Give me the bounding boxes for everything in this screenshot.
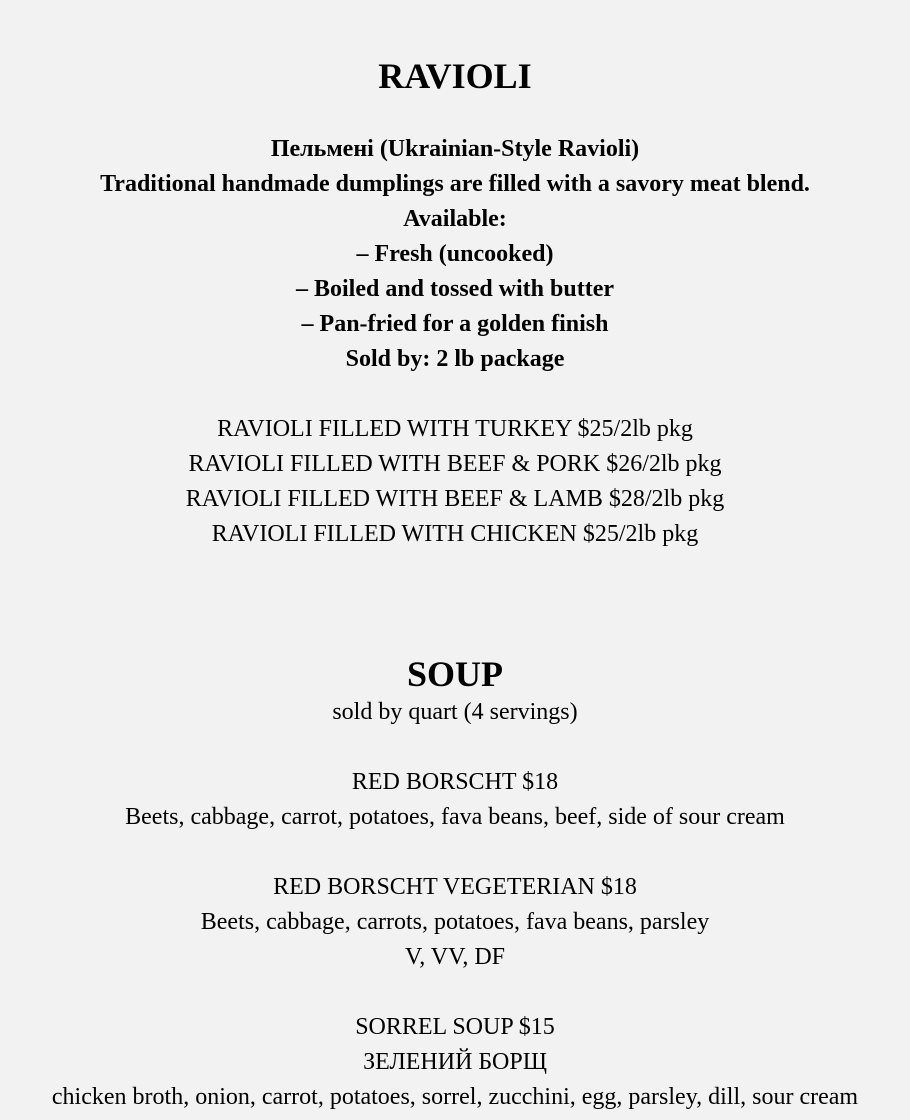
soup-item-description: Beets, cabbage, carrot, potatoes, fava beans, beef, side of sour cream <box>125 804 785 830</box>
soup-item-name: RED BORSCHT $18 <box>351 769 559 795</box>
ravioli-sold-by: Sold by: 2 lb package <box>345 346 565 372</box>
soup-item-alt-name: ЗЕЛЕНИЙ БОРЩ <box>363 1049 547 1075</box>
ravioli-heading: RAVIOLI <box>378 56 532 96</box>
ravioli-intro-description: Traditional handmade dumplings are filled with a savory meat blend. <box>100 171 810 197</box>
ravioli-intro-title: Пельмені (Ukrainian-Style Ravioli) <box>270 136 640 162</box>
soup-item-tags: V, VV, DF <box>404 944 506 970</box>
ravioli-item-turkey: RAVIOLI FILLED WITH TURKEY $25/2lb pkg <box>217 416 693 442</box>
ravioli-option-boiled: – Boiled and tossed with butter <box>295 276 615 302</box>
soup-item-name: SORREL SOUP $15 <box>355 1014 555 1040</box>
ravioli-option-fresh: – Fresh (uncooked) <box>356 241 554 267</box>
ravioli-option-panfried: – Pan-fried for a golden finish <box>301 311 609 337</box>
soup-heading: SOUP <box>406 654 503 694</box>
soup-item-description: chicken broth, onion, carrot, potatoes, sorrel, zucchini, egg, parsley, dill, sour cream <box>51 1084 859 1110</box>
soup-item-description: Beets, cabbage, carrots, potatoes, fava beans, parsley <box>200 909 710 935</box>
soup-subtitle: sold by quart (4 servings) <box>332 699 578 725</box>
soup-item-name: RED BORSCHT VEGETERIAN $18 <box>273 874 637 900</box>
ravioli-item-chicken: RAVIOLI FILLED WITH CHICKEN $25/2lb pkg <box>211 521 699 547</box>
ravioli-item-beef-pork: RAVIOLI FILLED WITH BEEF & PORK $26/2lb pkg <box>188 451 722 477</box>
ravioli-intro-available: Available: <box>403 206 507 232</box>
ravioli-item-beef-lamb: RAVIOLI FILLED WITH BEEF & LAMB $28/2lb pkg <box>185 486 725 512</box>
